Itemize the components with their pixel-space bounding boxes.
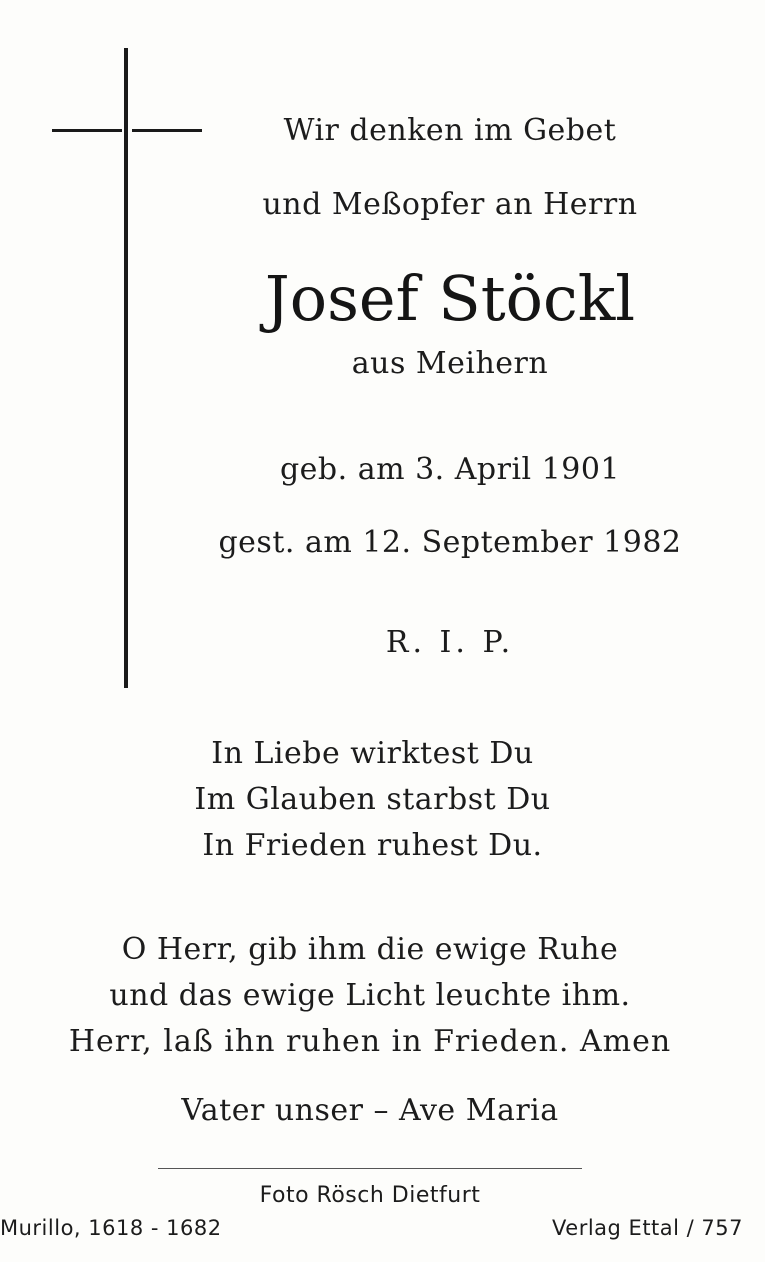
publisher-credit: Verlag Ettal / 757 (552, 1216, 743, 1240)
rip-text: R. I. P. (385, 625, 515, 660)
poem-line-3: In Frieden ruhest Du. (202, 828, 543, 863)
birth-date: geb. am 3. April 1901 (279, 452, 621, 487)
artist-credit: Murillo, 1618 - 1682 (0, 1216, 222, 1240)
intro-line-2: und Meßopfer an Herrn (262, 187, 638, 222)
deceased-name: Josef Stöckl (264, 262, 636, 335)
footer-divider (158, 1168, 582, 1169)
death-date: gest. am 12. September 1982 (218, 525, 682, 560)
origin: aus Meihern (351, 346, 549, 381)
intro-line-1: Wir denken im Gebet (283, 113, 617, 148)
prayer-closing: Vater unser – Ave Maria (181, 1093, 559, 1128)
cross-right-arm (132, 129, 202, 132)
prayer-line-2: und das ewige Licht leuchte ihm. (109, 978, 631, 1013)
poem-line-2: Im Glauben starbst Du (194, 782, 551, 817)
photo-credit: Foto Rösch Dietfurt (259, 1183, 481, 1208)
prayer-line-3: Herr, laß ihn ruhen in Frieden. Amen (68, 1024, 672, 1059)
cross-left-arm (52, 129, 122, 132)
prayer-line-1: O Herr, gib ihm die ewige Ruhe (121, 932, 619, 967)
cross-vertical-bar (124, 48, 128, 688)
poem-line-1: In Liebe wirktest Du (211, 736, 534, 771)
